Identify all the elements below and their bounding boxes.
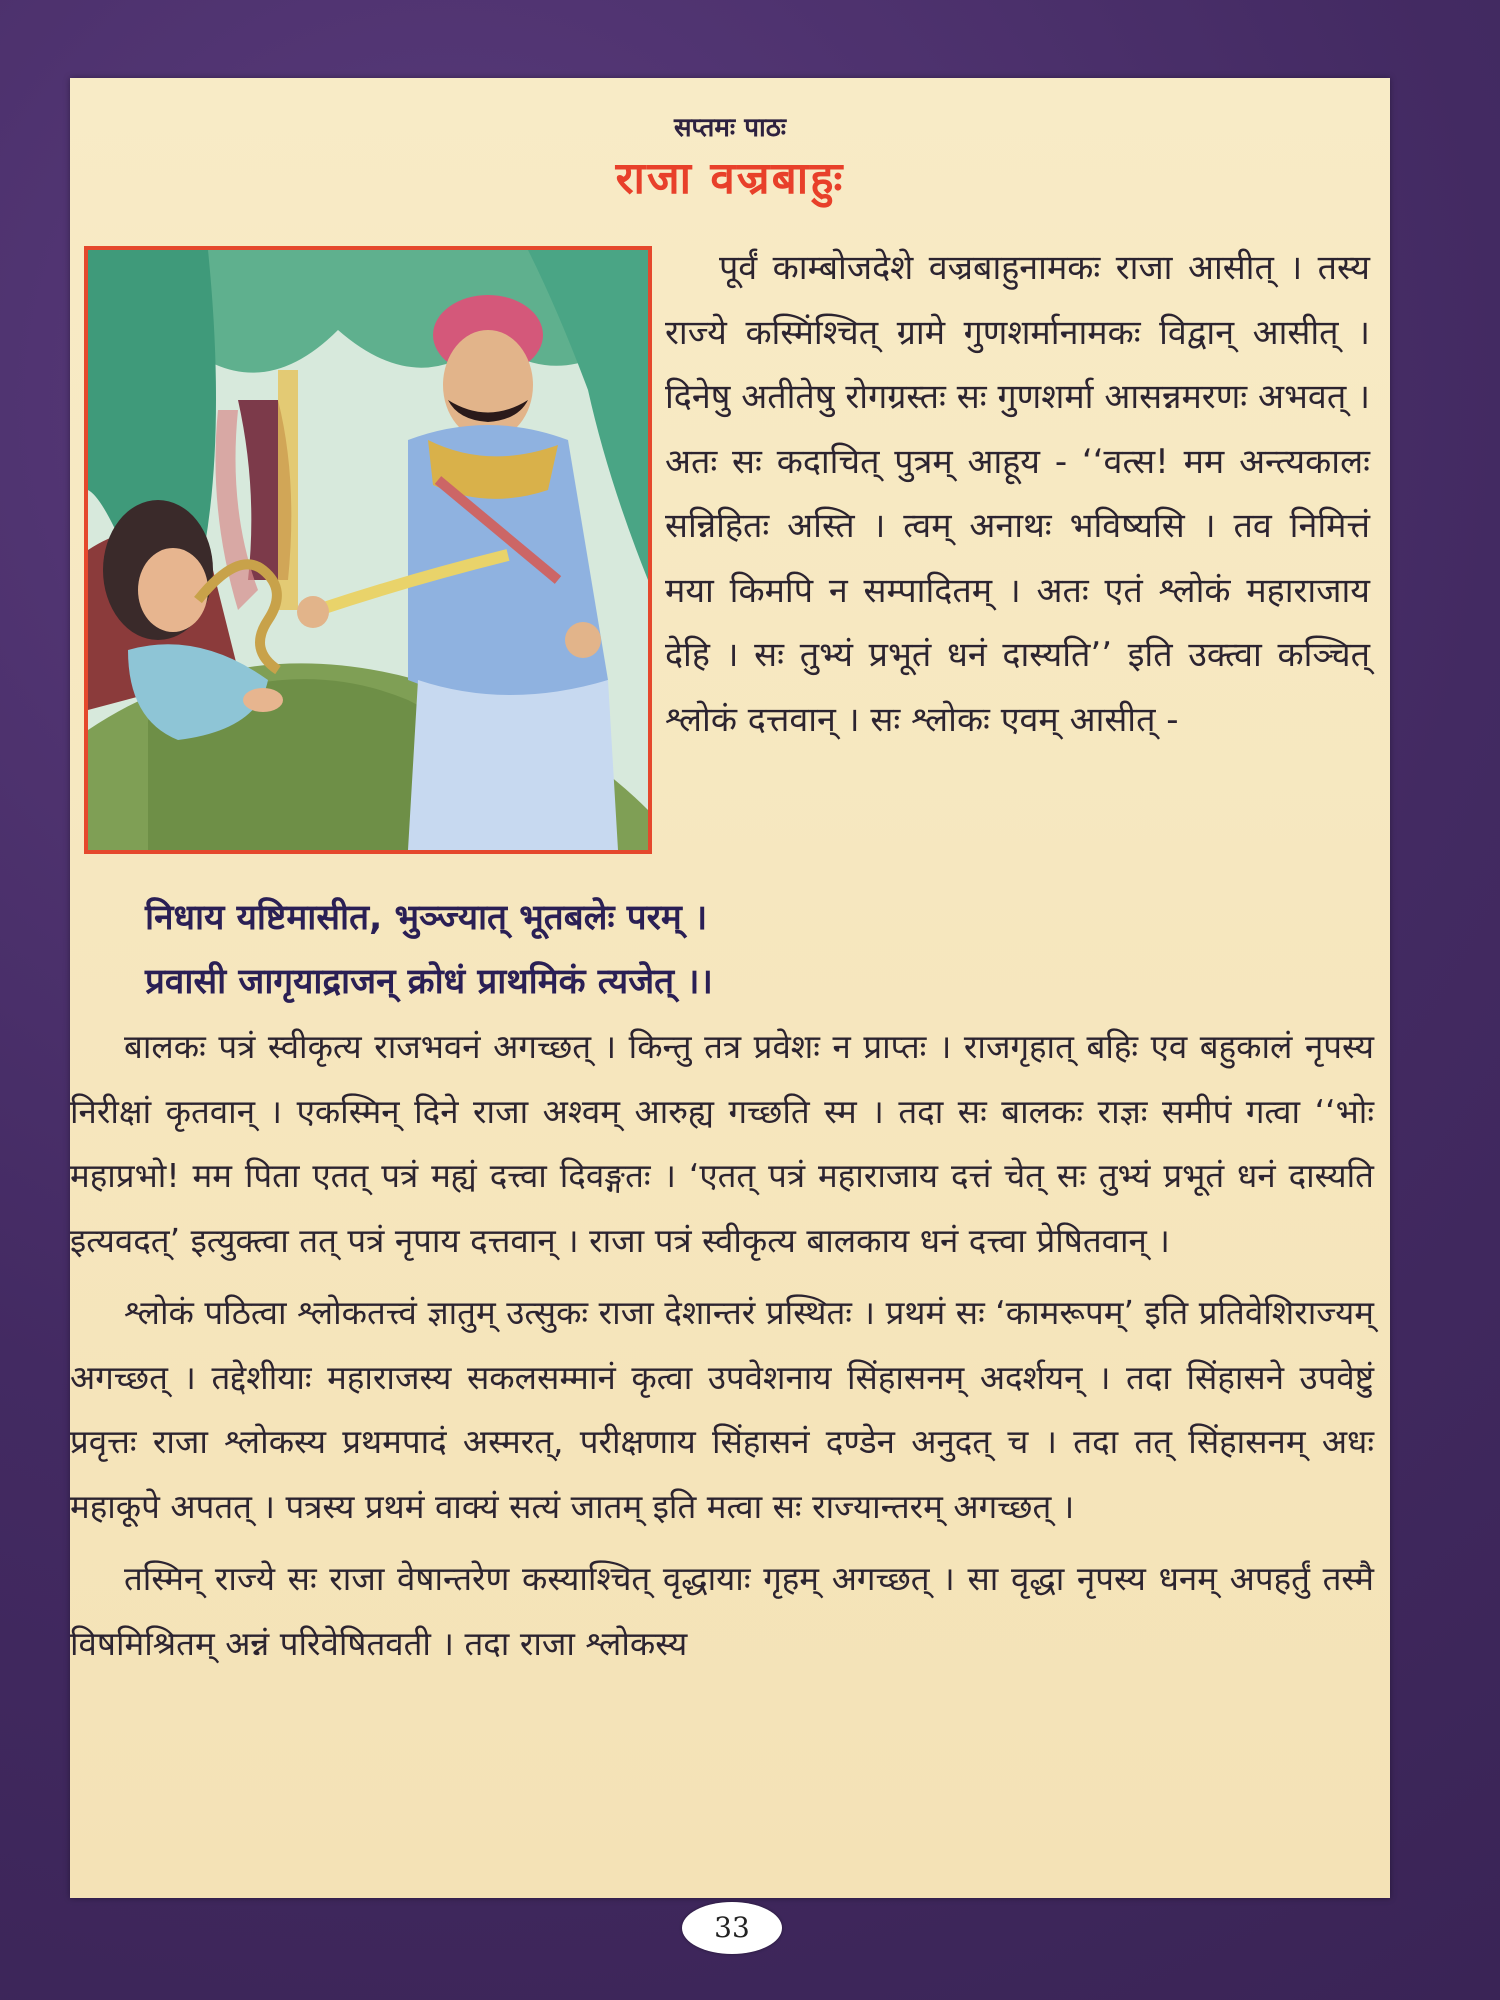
page-number: 33 — [682, 1902, 782, 1954]
king-with-sword-and-sleeping-woman-illustration — [88, 250, 648, 850]
verse-line-1: निधाय यष्टिमासीत, भुञ्ज्यात् भूतबलेः परम् । — [145, 898, 708, 938]
paragraph: बालकः पत्रं स्वीकृत्य राजभवनं अगच्छत् । किन्तु तत्र प्रवेशः न प्राप्तः । राजगृहात् बहिः एव बहुकालं नृपस्य निरीक्षां कृतवान् । एकस्मिन् दिने राजा अश्वम् आरुह्य गच्छति स्म । तदा सः बालकः राज्ञः समीपं गत्वा ‘‘भोः महाप्रभो! मम पिता एतत् पत्रं मह्यं दत्त्वा दिवङ्गतः । ‘एतत् पत्रं महाराजाय दत्तं चेत् सः तुभ्यं प्रभूतं धनं दास्यति इत्यवदत्’ इत्युक्त्वा तत् पत्रं नृपाय दत्तवान् । राजा पत्रं स्वीकृत्य बालकाय धनं दत्त्वा प्रेषितवान् । — [70, 1027, 1374, 1260]
story-body — [70, 1015, 1374, 1684]
paragraph: श्लोकं पठित्वा श्लोकतत्त्वं ज्ञातुम् उत्सुकः राजा देशान्तरं प्रस्थितः । प्रथमं सः ‘कामरूपम्’ इति प्रतिवेशिराज्यम् अगच्छत् । तद्देशीयाः महाराजस्य सकलसम्मानं कृत्वा उपवेशनाय सिंहासनम् अदर्शयन् । तदा सिंहासने उपवेष्टुं प्रवृत्तः राजा श्लोकस्य प्रथमपादं अस्मरत्, परीक्षणाय सिंहासनं दण्डेन अनुदत् च । तदा तत् सिंहासनम् अधः महाकूपे अपतत् । पत्रस्य प्रथमं वाक्यं सत्यं जातम् इति मत्वा सः राज्यान्तरम् अगच्छत् । — [70, 1293, 1374, 1526]
verse-line-2: प्रवासी जागृयाद्राजन् क्रोधं प्राथमिकं त्यजेत् ।। — [145, 962, 713, 1002]
shloka-verse — [145, 886, 1245, 1014]
book-page — [70, 78, 1390, 1898]
intro-paragraph: पूर्वं काम्बोजदेशे वज्रबाहुनामकः राजा आसीत् । तस्य राज्ये कस्मिंश्चित् ग्रामे गुणशर्मानामकः विद्वान् आसीत् । दिनेषु अतीतेषु रोगग्रस्तः सः गुणशर्मा आसन्नमरणः अभवत् । अतः सः कदाचित् पुत्रम् आहूय - ‘‘वत्स! मम अन्त्यकालः सन्निहितः अस्ति । त्वम् अनाथः भविष्यसि । तव निमित्तं मया किमपि न सम्पादितम् । अतः एतं श्लोकं महाराजाय देहि । सः तुभ्यं प्रभूतं धनं दास्यति’’ इति उक्त्वा कञ्चित् श्लोकं दत्तवान् । सः श्लोकः एवम् आसीत् - — [665, 248, 1370, 740]
story-illustration — [84, 246, 652, 854]
lesson-label: सप्तमः पाठः — [673, 113, 787, 143]
lesson-title: राजा वज्रबाहुः — [615, 153, 845, 204]
paragraph: तस्मिन् राज्ये सः राजा वेषान्तरेण कस्याश्चित् वृद्धायाः गृहम् अगच्छत् । सा वृद्धा नृपस्य धनम् अपहर्तुं तस्मै विषमिश्रितम् अन्नं परिवेषितवती । तदा राजा श्लोकस्य — [70, 1559, 1374, 1663]
